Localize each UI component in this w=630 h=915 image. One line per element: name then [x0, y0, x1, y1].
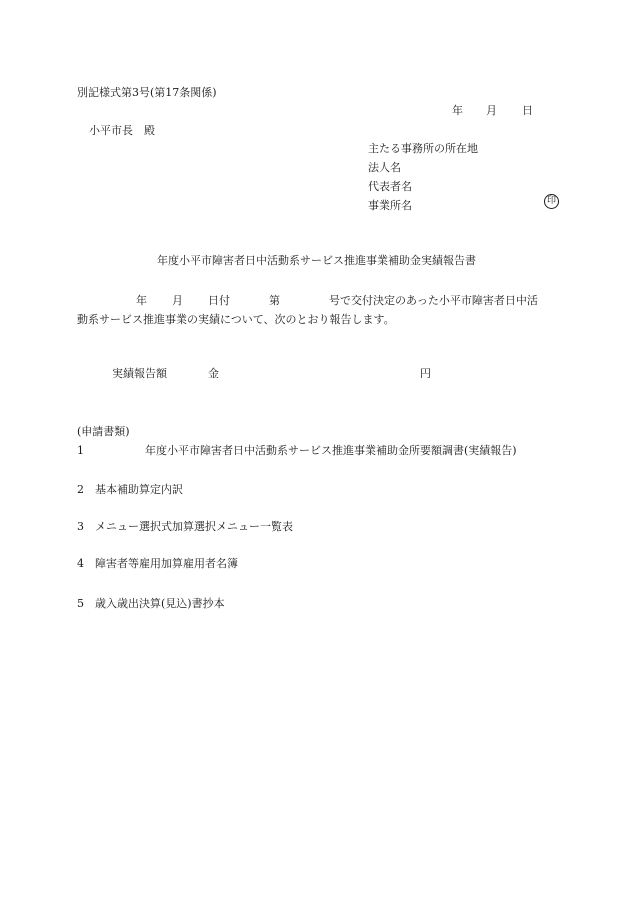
attachment-number: 4 — [77, 557, 84, 570]
date-year: 年 — [452, 104, 463, 117]
body-number-prefix: 第 — [269, 294, 280, 307]
attachment-text: 歳入歳出決算(見込)書抄本 — [95, 597, 225, 610]
attachment-number: 5 — [77, 597, 84, 610]
amount-yen: 円 — [420, 367, 431, 380]
attachment-text: 年度小平市障害者日中活動系サービス推進事業補助金所要額調書(実績報告) — [145, 444, 517, 457]
amount-kin: 金 — [208, 367, 219, 380]
seal-mark — [530, 179, 559, 223]
attachment-text: 障害者等雇用加算雇用者名簿 — [95, 557, 238, 570]
date-day: 日 — [522, 104, 533, 117]
seal-icon: 印 — [544, 194, 559, 209]
attachments-heading: (申請書類) — [77, 425, 130, 438]
body-line1-rest: 号で交付決定のあった小平市障害者日中活 — [329, 294, 538, 307]
business-name-label: 事業所名 — [368, 199, 412, 212]
representative-name-label: 代表者名 — [368, 180, 412, 193]
attachment-text: メニュー選択式加算選択メニュー一覧表 — [95, 520, 293, 533]
body-line2: 動系サービス推進事業の実績について、次のとおり報告します。 — [77, 313, 395, 326]
corporation-name-label: 法人名 — [368, 161, 401, 174]
attachment-number: 1 — [77, 444, 84, 457]
attachment-text: 基本補助算定内訳 — [95, 483, 183, 496]
attachment-number: 2 — [77, 483, 84, 496]
form-header: 別記様式第3号(第17条関係) — [77, 86, 217, 99]
attachment-number: 3 — [77, 520, 84, 533]
amount-label: 実績報告額 — [112, 367, 167, 380]
document-title: 年度小平市障害者日中活動系サービス推進事業補助金実績報告書 — [157, 254, 476, 267]
body-day-ref: 日付 — [208, 294, 230, 307]
addressee: 小平市長 殿 — [89, 124, 155, 137]
office-location-label: 主たる事務所の所在地 — [368, 142, 478, 155]
body-year: 年 — [136, 294, 147, 307]
body-month: 月 — [172, 294, 183, 307]
date-month: 月 — [486, 104, 497, 117]
